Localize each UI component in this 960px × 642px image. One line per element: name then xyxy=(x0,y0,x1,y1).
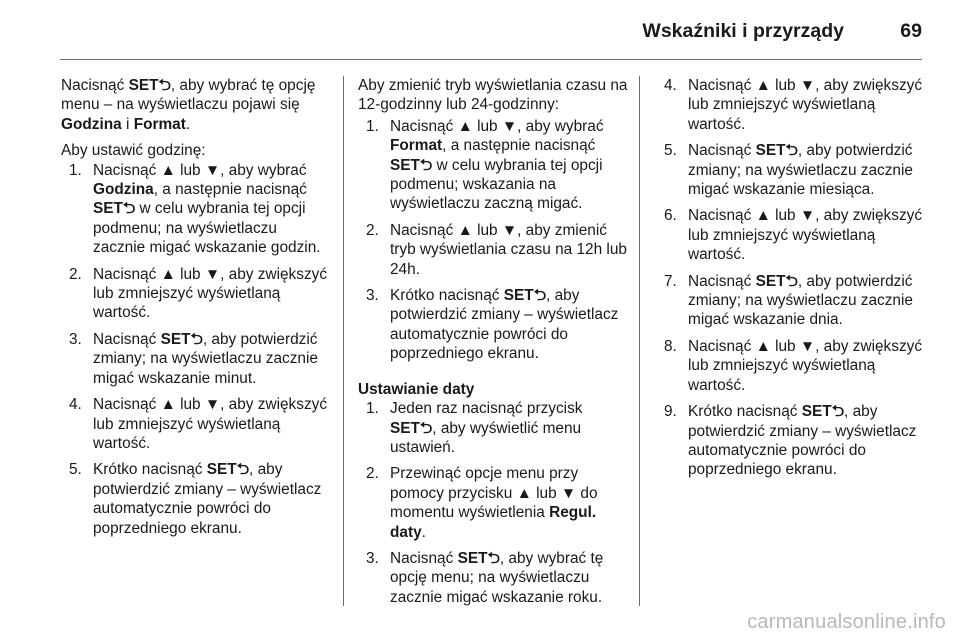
section-heading: Ustawianie daty xyxy=(358,380,475,398)
list-item: 1. Jeden raz nacisnąć przycisk SET⮌, aby wyświetlić menu ustawień. xyxy=(366,400,583,456)
list-item: 1. Nacisnąć ▲ lub ▼, aby wybrać Godzina, a następnie nacisnąć SET⮌ w celu wybrania tej opcji podmenu; na wyświetlaczu zacznie migać wskazanie godzin. xyxy=(69,161,321,257)
list-item: 3. Krótko nacisnąć SET⮌, aby potwierdzić zmiany – wyświetlacz automatycznie powróci do poprzedniego ekranu. xyxy=(366,287,619,363)
page-title: Wskaźniki i przyrządy xyxy=(642,20,844,42)
date-steps-list xyxy=(358,399,630,607)
set-key-label: SET⮌ xyxy=(128,77,171,94)
intro-paragraph: Nacisnąć SET⮌, aby wybrać tę opcję menu – na wyświetlaczu pojawi się Godzina i Format. xyxy=(61,77,316,133)
page-header xyxy=(0,0,960,64)
list-item: 5. Krótko nacisnąć SET⮌, aby potwierdzić zmiany – wyświetlacz automatycznie powróci do poprzedniego ekranu. xyxy=(69,461,322,537)
text-column-2 xyxy=(358,76,630,614)
lead-in-text: Aby ustawić godzinę: xyxy=(61,142,206,160)
intro-paragraph: Aby zmienić tryb wyświetlania czasu na 12-godzinny lub 24-godzinny: xyxy=(358,77,628,114)
list-item: 7. Nacisnąć SET⮌, aby potwierdzić zmiany; na wyświetlaczu zacznie migać wskazanie dnia. xyxy=(664,272,913,329)
list-item: 6. Nacisnąć ▲ lub ▼, aby zwiększyć lub zmniejszyć wyświetlaną wartość. xyxy=(664,207,923,264)
text-column-3 xyxy=(664,76,936,487)
list-item: 2. Przewinąć opcje menu przy pomocy przycisku ▲ lub ▼ do momentu wyświetlenia Regul. daty. xyxy=(366,465,598,541)
list-item: 8. Nacisnąć ▲ lub ▼, aby zwiększyć lub zmniejszyć wyświetlaną wartość. xyxy=(664,337,923,394)
watermark-logo: carmanualsonline.info xyxy=(747,611,946,633)
list-item: 5. Nacisnąć SET⮌, aby potwierdzić zmiany; na wyświetlaczu zacznie migać wskazanie miesiąca. xyxy=(664,142,913,199)
list-item: 2. Nacisnąć ▲ lub ▼, aby zmienić tryb wyświetlania czasu na 12h lub 24h. xyxy=(366,221,627,278)
list-item: 3. Nacisnąć SET⮌, aby wybrać tę opcję menu; na wyświetlaczu zacznie migać wskazanie roku. xyxy=(366,549,604,606)
list-item: 1. Nacisnąć ▲ lub ▼, aby wybrać Format, a następnie nacisnąć SET⮌ w celu wybrania tej opcji podmenu; wskazania na wyświetlaczu zaczną migać. xyxy=(366,117,604,213)
format-steps-list xyxy=(358,117,630,364)
text-column-1 xyxy=(61,76,333,545)
list-item: 2. Nacisnąć ▲ lub ▼, aby zwiększyć lub zmniejszyć wyświetlaną wartość. xyxy=(69,265,328,322)
list-item: 9. Krótko nacisnąć SET⮌, aby potwierdzić zmiany – wyświetlacz automatycznie powróci do poprzedniego ekranu. xyxy=(664,403,917,479)
column-divider xyxy=(639,76,640,606)
list-item: 4. Nacisnąć ▲ lub ▼, aby zwiększyć lub zmniejszyć wyświetlaną wartość. xyxy=(69,396,328,452)
time-steps-list xyxy=(61,161,333,538)
header-divider xyxy=(60,59,922,60)
page-number: 69 xyxy=(900,20,922,42)
list-item: 4. Nacisnąć ▲ lub ▼, aby zwiększyć lub zmniejszyć wyświetlaną wartość. xyxy=(664,77,923,133)
list-item: 3. Nacisnąć SET⮌, aby potwierdzić zmiany; na wyświetlaczu zacznie migać wskazanie minut. xyxy=(69,330,318,387)
column-divider xyxy=(343,76,344,606)
menu-option-godzina: Godzina xyxy=(61,115,122,133)
date-steps-continued-list xyxy=(664,76,936,480)
menu-option-format: Format xyxy=(133,115,186,133)
